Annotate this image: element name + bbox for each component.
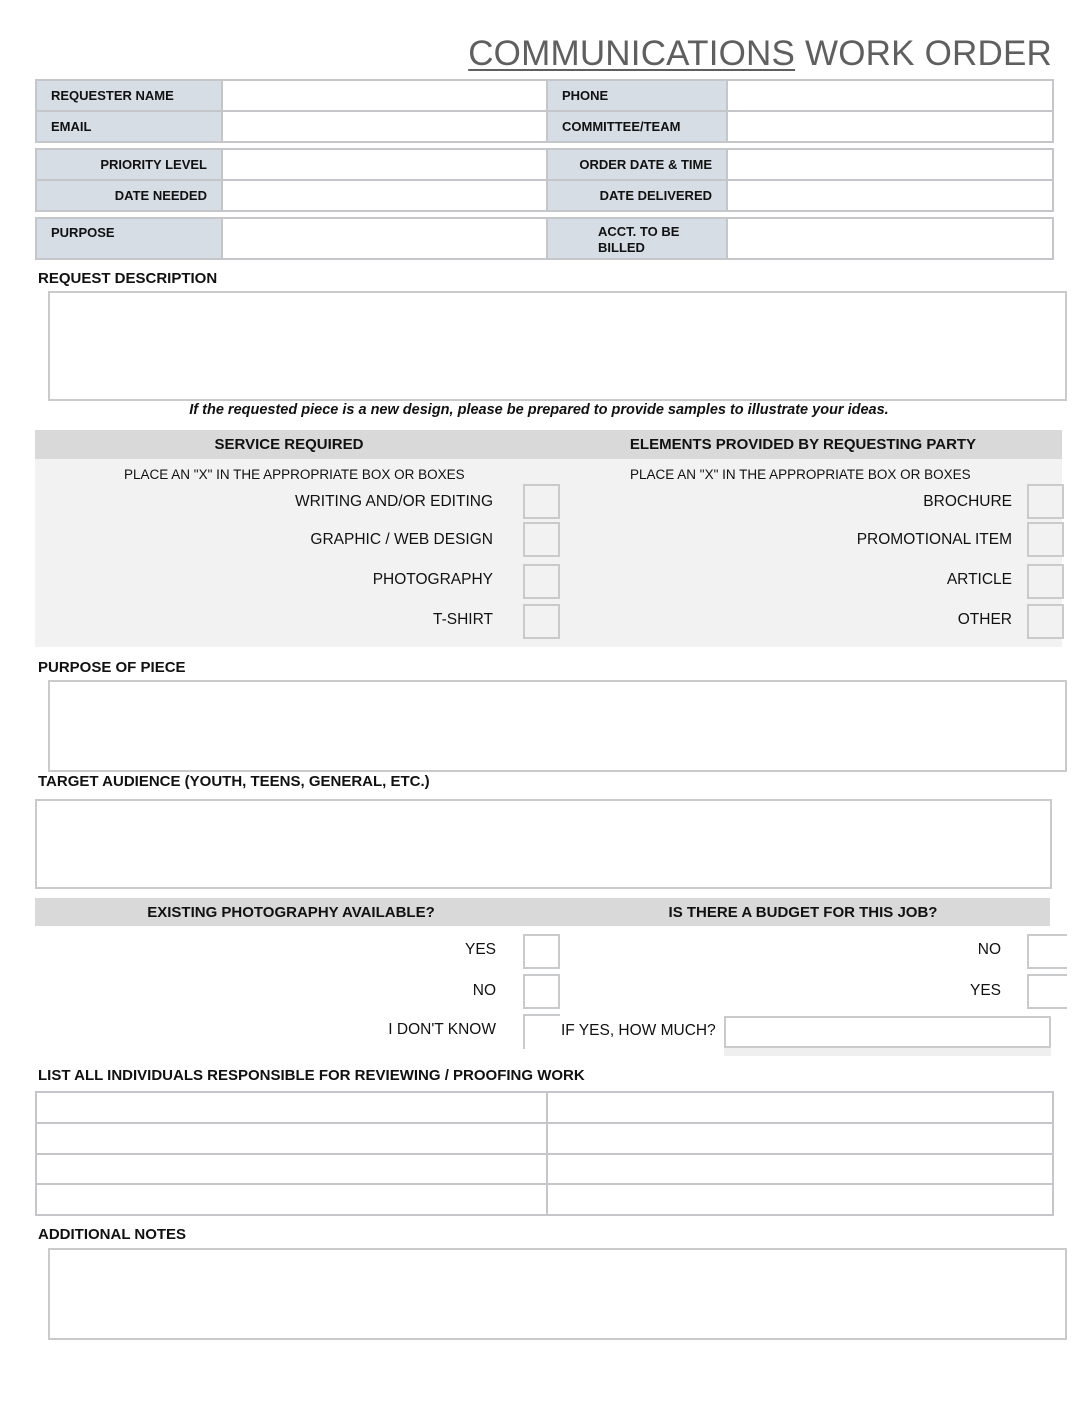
design-samples-note: If the requested piece is a new design, please be prepared to provide samples to illustrate your ideas. <box>189 402 889 418</box>
acct-billed-label: ACCT. TO BE BILLED <box>547 218 727 259</box>
reviewer-field[interactable] <box>547 1092 1053 1123</box>
purpose-label: PURPOSE <box>36 218 222 259</box>
photography-yes-label: YES <box>464 941 496 958</box>
phone-label: PHONE <box>547 80 727 111</box>
date-delivered-field[interactable] <box>727 180 1053 211</box>
reviewers-table <box>35 1091 1054 1216</box>
budget-how-much-label: IF YES, HOW MUCH? <box>561 1022 716 1039</box>
page-title <box>468 34 1052 74</box>
request-description-label: REQUEST DESCRIPTION <box>38 270 218 287</box>
order-date-time-field[interactable] <box>727 149 1053 180</box>
reviewer-field[interactable] <box>547 1123 1053 1154</box>
phone-field[interactable] <box>727 80 1053 111</box>
service-option-writing-checkbox[interactable] <box>523 484 560 519</box>
budget-amount-field[interactable] <box>724 1016 1051 1048</box>
photography-no-checkbox[interactable] <box>523 974 560 1009</box>
budget-no-label: NO <box>977 941 1001 958</box>
service-required-instruction: PLACE AN "X" IN THE APPROPRIATE BOX OR BOXES <box>124 467 465 482</box>
order-date-time-label: ORDER DATE & TIME <box>547 149 727 180</box>
service-option-photography-checkbox[interactable] <box>523 564 560 599</box>
reviewer-field[interactable] <box>547 1154 1053 1184</box>
requester-name-field[interactable] <box>222 80 547 111</box>
reviewer-field[interactable] <box>36 1184 547 1215</box>
existing-photography-header: EXISTING PHOTOGRAPHY AVAILABLE? <box>147 904 435 921</box>
reviewer-field[interactable] <box>547 1184 1053 1215</box>
additional-notes-label: ADDITIONAL NOTES <box>38 1226 187 1243</box>
elements-provided-header: ELEMENTS PROVIDED BY REQUESTING PARTY <box>629 436 977 453</box>
purpose-of-piece-box[interactable] <box>48 680 1067 772</box>
photography-no-label: NO <box>472 982 496 999</box>
purpose-field[interactable] <box>222 218 547 259</box>
reviewer-field[interactable] <box>36 1092 547 1123</box>
title-work-order: WORK ORDER <box>795 34 1052 73</box>
budget-yes-checkbox[interactable] <box>1027 974 1067 1009</box>
service-option-tshirt-label: T-SHIRT <box>433 611 493 628</box>
budget-yes-label: YES <box>969 982 1001 999</box>
element-option-other-label: OTHER <box>957 611 1012 628</box>
email-label: EMAIL <box>36 111 222 142</box>
service-option-design-label: GRAPHIC / WEB DESIGN <box>310 531 493 548</box>
target-audience-box[interactable] <box>35 799 1052 889</box>
service-option-photography-label: PHOTOGRAPHY <box>372 571 493 588</box>
priority-level-label: PRIORITY LEVEL <box>36 149 222 180</box>
title-communications: COMMUNICATIONS <box>468 34 796 73</box>
service-option-writing-label: WRITING AND/OR EDITING <box>294 493 493 510</box>
element-option-promo-label: PROMOTIONAL ITEM <box>856 531 1012 548</box>
elements-provided-instruction: PLACE AN "X" IN THE APPROPRIATE BOX OR BOXES <box>630 467 971 482</box>
target-audience-label: TARGET AUDIENCE (YOUTH, TEENS, GENERAL, ETC.) <box>38 773 430 790</box>
photography-dont-know-checkbox[interactable] <box>523 1014 560 1049</box>
element-option-other-checkbox[interactable] <box>1027 604 1064 639</box>
requester-table <box>35 79 1054 143</box>
acct-billed-field[interactable] <box>727 218 1053 259</box>
date-delivered-label: DATE DELIVERED <box>547 180 727 211</box>
reviewer-field[interactable] <box>36 1154 547 1184</box>
committee-team-label: COMMITTEE/TEAM <box>547 111 727 142</box>
order-table <box>35 148 1054 212</box>
billing-table <box>35 217 1054 260</box>
budget-header: IS THERE A BUDGET FOR THIS JOB? <box>668 904 938 921</box>
service-option-tshirt-checkbox[interactable] <box>523 604 560 639</box>
reviewers-label: LIST ALL INDIVIDUALS RESPONSIBLE FOR REVIEWING / PROOFING WORK <box>38 1067 585 1084</box>
budget-no-checkbox[interactable] <box>1027 934 1067 969</box>
photography-yes-checkbox[interactable] <box>523 934 560 969</box>
reviewer-field[interactable] <box>36 1123 547 1154</box>
request-description-box[interactable] <box>48 291 1067 401</box>
date-needed-field[interactable] <box>222 180 547 211</box>
date-needed-label: DATE NEEDED <box>36 180 222 211</box>
element-option-brochure-checkbox[interactable] <box>1027 484 1064 519</box>
committee-team-field[interactable] <box>727 111 1053 142</box>
purpose-of-piece-label: PURPOSE OF PIECE <box>38 659 186 676</box>
budget-field-shadow <box>724 1048 1051 1056</box>
service-option-design-checkbox[interactable] <box>523 522 560 557</box>
service-required-header: SERVICE REQUIRED <box>214 436 364 453</box>
element-option-article-checkbox[interactable] <box>1027 564 1064 599</box>
element-option-brochure-label: BROCHURE <box>923 493 1012 510</box>
additional-notes-box[interactable] <box>48 1248 1067 1340</box>
email-field[interactable] <box>222 111 547 142</box>
photography-dont-know-label: I DON'T KNOW <box>388 1021 496 1038</box>
element-option-article-label: ARTICLE <box>946 571 1012 588</box>
priority-level-field[interactable] <box>222 149 547 180</box>
requester-name-label: REQUESTER NAME <box>36 80 222 111</box>
element-option-promo-checkbox[interactable] <box>1027 522 1064 557</box>
